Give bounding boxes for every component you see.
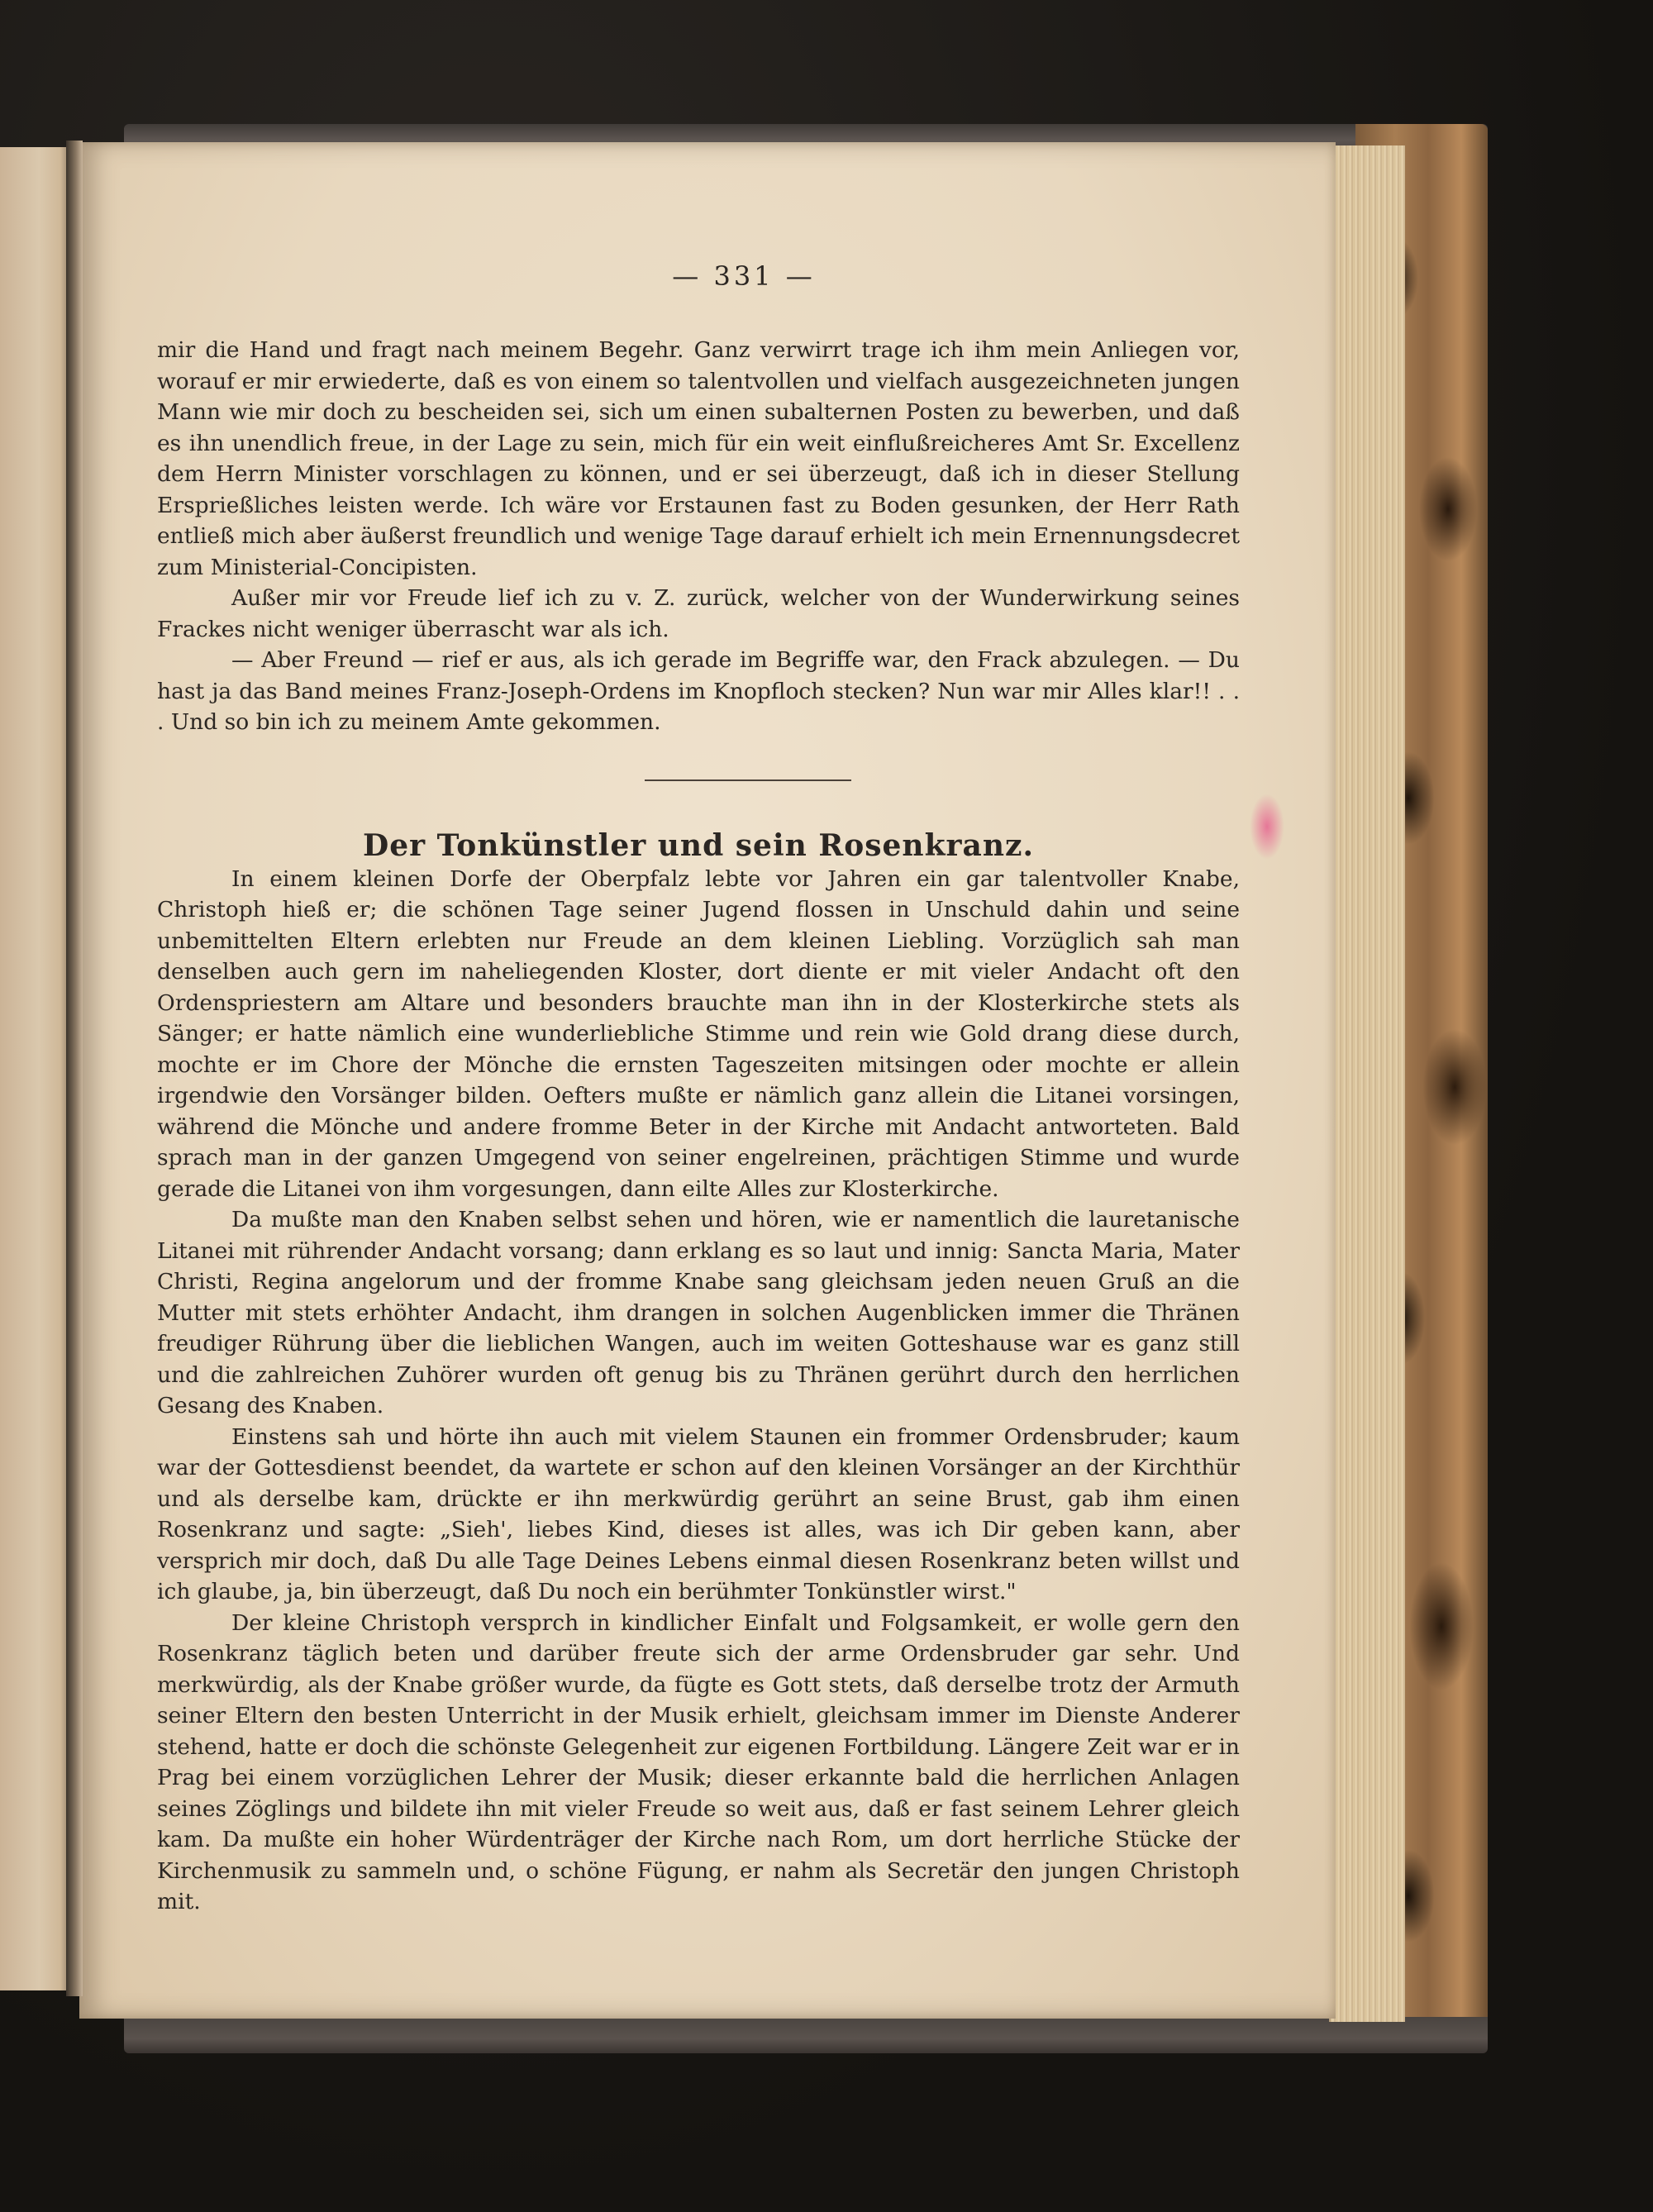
page-number: — 331 — — [672, 260, 816, 292]
paragraph: Da mußte man den Knaben selbst sehen und hören, wie er namentlich die lauretanische Litanei mit rührender Andacht vorsang; dann erklang es so laut und innig: Sancta Maria, Mater Christi, Regina angelorum und der fromme Knabe sang gleichsam jeden neuen Gruß an die Mutter mit stets erhöhter Andacht, ihm drangen in solchen Augenblicken immer die Thränen freudiger Rührung über die lieblichen Wangen, auch im weiten Gotteshause war es ganz still und die zahlreichen Zuhörer wurden oft genug bis zu Thränen gerührt durch den herrlichen Gesang des Knaben. — [157, 1207, 1240, 1418]
page-edges — [1329, 145, 1405, 2022]
previous-page-edge — [0, 147, 73, 1990]
paragraph: Einstens sah und hörte ihn auch mit vielem Staunen ein frommer Ordensbruder; kaum war der Gottesdienst beendet, da wartete er schon auf den kleinen Vorsänger an der Kirchthür und als derselbe kam, drückte er ihn merkwürdig gerührt an seine Brust, gab ihm einen Rosenkranz und sagte: „Sieh', liebes Kind, dieses ist alles, was ich Dir geben kann, aber versprich mir doch, daß Du alle Tage Deines Lebens einmal diesen Rosenkranz beten willst und ich glaube, ja, bin überzeugt, daß Du noch ein berühmter Tonkünstler wirst." — [157, 1423, 1240, 1604]
ink-stain — [1250, 794, 1284, 860]
paragraph: mir die Hand und fragt nach meinem Begehr. Ganz verwirrt trage ich ihm mein Anliegen vor, worauf er mir erwiederte, daß es von einem so talentvollen und vielfach ausgezeichneten jungen Mann wie mir doch zu bescheiden sei, sich um einen subalternen Posten zu bewerben, und daß es ihn unendlich freue, in der Lage zu sein, mich für ein weit einflußreicheres Amt Sr. Excellenz dem Herrn Minister vorschlagen zu können, und er sei überzeugt, daß ich in dieser Stellung Ersprießliches leisten werde. Ich wäre vor Erstaunen fast zu Boden gesunken, der Herr Rath entließ mich aber äußerst freundlich und wenige Tage darauf erhielt ich mein Ernennungsdecret zum Ministerial-Concipisten. — [157, 337, 1240, 580]
paragraph: Außer mir vor Freude lief ich zu v. Z. zurück, welcher von der Wunderwirkung seines Frackes nicht weniger überrascht war als ich. — [157, 585, 1240, 642]
section-divider — [645, 779, 851, 781]
paragraph: In einem kleinen Dorfe der Oberpfalz lebte vor Jahren ein gar talentvoller Knabe, Christoph hieß er; die schönen Tage seiner Jugend flossen in Unschuld dahin und seine unbemittelten Eltern erlebten nur Freude an dem kleinen Liebling. Vorzüglich sah man denselben auch gern im naheliegenden Kloster, dort diente er mit vieler Andacht oft den Ordenspriestern am Altare und besonders brauchte man ihn in der Klosterkirche stets als Sänger; er hatte nämlich eine wunderliebliche Stimme und rein wie Gold drang diese durch, mochte er im Chore der Mönche die ernsten Tageszeiten mitsingen oder mochte er allein irgendwie den Vorsänger bilden. Oefters mußte er nämlich ganz allein die Litanei vorsingen, während die Mönche und andere fromme Beter in der Kirche mit Andacht antworteten. Bald sprach man in der ganzen Umgegend von seiner engelreinen, prächtigen Stimme und wurde gerade die Litanei von ihm vorgesungen, dann eilte Alles zur Klosterkirche. — [157, 865, 1240, 1202]
book-gutter — [66, 141, 83, 1996]
paragraph: — Aber Freund — rief er aus, als ich gerade im Begriffe war, den Frack abzulegen. — Du hast ja das Band meines Franz-Joseph-Ordens im Knopfloch stecken? Nun war mir Alles klar!! . . . Und so bin ich zu meinem Amte gekommen. — [157, 647, 1240, 735]
section-heading: Der Tonkünstler und sein Rosenkranz. — [362, 827, 1034, 863]
top-section — [157, 335, 1240, 738]
story-section — [157, 864, 1240, 1918]
page-text — [157, 260, 1240, 1918]
paragraph: Der kleine Christoph versprch in kindlicher Einfalt und Folgsamkeit, er wolle gern den Rosenkranz täglich beten und darüber freute sich der arme Ordensbruder gar sehr. Und merkwürdig, als der Knabe größer wurde, da fügte es Gott stets, daß derselbe trotz der Armuth seiner Eltern den besten Unterricht in der Musik erhielt, gleichsam immer im Dienste Anderer stehend, hatte er doch die schönste Gelegenheit zur eigenen Fortbildung. Längere Zeit war er in Prag bei einem vorzüglichen Lehrer der Musik; dieser erkannte bald die herrlichen Anlagen seines Zöglings und bildete ihn mit vieler Freude so weit aus, daß er fast seinem Lehrer gleich kam. Da mußte ein hoher Würdenträger der Kirche nach Rom, um dort herrliche Stücke der Kirchenmusik zu sammeln und, o schöne Fügung, er nahm als Secretär den jungen Christoph mit. — [157, 1609, 1240, 1914]
book-cover-bottom-edge — [124, 2017, 1488, 2053]
